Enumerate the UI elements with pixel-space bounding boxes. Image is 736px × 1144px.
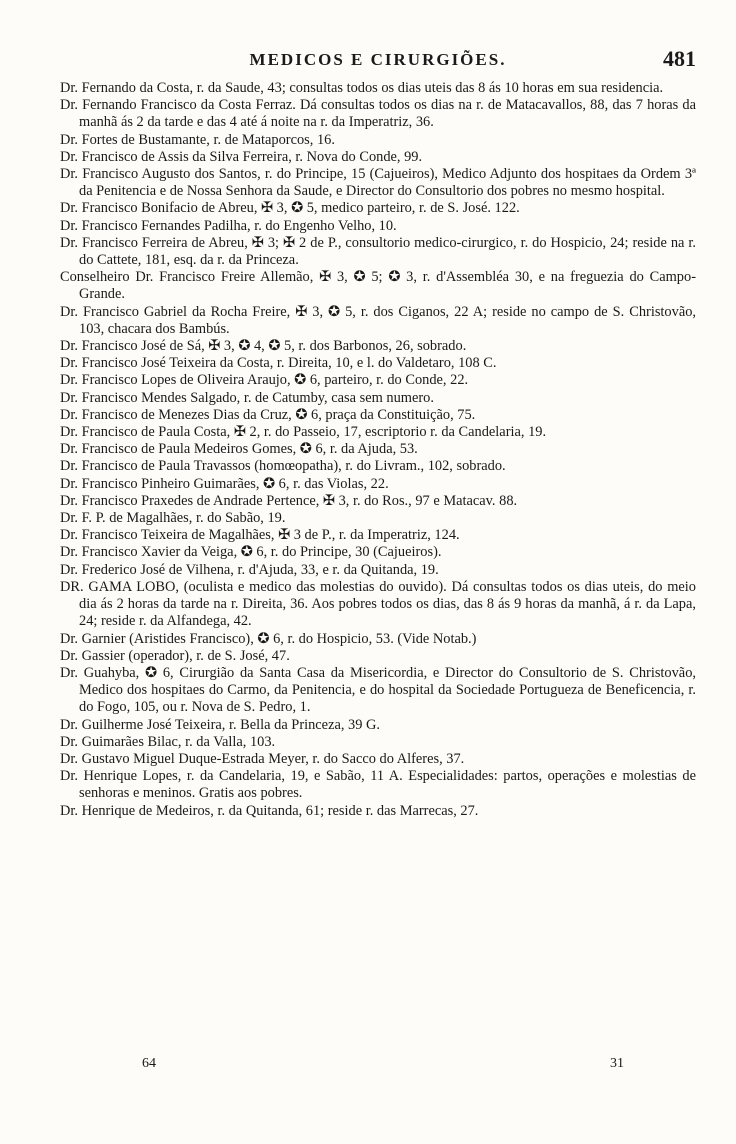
directory-entry: Dr. Francisco Augusto dos Santos, r. do Principe, 15 (Cajueiros), Medico Adjunto dos hospitaes da Ordem 3ª da Penitencia e de Nossa Senhora da Saude, e Director do Consultorio dos pobres no mesmo hospital. <box>60 166 696 200</box>
page-number: 481 <box>663 46 696 71</box>
directory-entry: Dr. Francisco Bonifacio de Abreu, ✠ 3, ✪ 5, medico parteiro, r. de S. José. 122. <box>60 200 520 217</box>
directory-entry: Dr. Francisco Fernandes Padilha, r. do Engenho Velho, 10. <box>60 217 397 234</box>
directory-entry: Dr. Francisco de Menezes Dias da Cruz, ✪ 6, praça da Constituição, 75. <box>60 406 476 423</box>
directory-entry: Dr. Guahyba, ✪ 6, Cirurgião da Santa Casa da Misericordia, e Director do Consultorio de S. Christovão, Medico dos hospitaes do Carmo, da Penitencia, e do hospital da Sociedade Portugueza de Beneficencia, r. do Fogo, 105, ou r. Nova de S. Pedro, 1. <box>60 664 696 716</box>
directory-entry: Conselheiro Dr. Francisco Freire Allemão, ✠ 3, ✪ 5; ✪ 3, r. d'Assembléa 30, e na freguezia do Campo-Grande. <box>60 269 696 303</box>
directory-entry: Dr. Francisco de Paula Medeiros Gomes, ✪ 6, r. da Ajuda, 53. <box>60 441 418 458</box>
page-header <box>60 44 696 80</box>
directory-entry: Dr. Francisco de Assis da Silva Ferreira, r. Nova do Conde, 99. <box>60 148 423 165</box>
directory-entry: Dr. Gassier (operador), r. de S. José, 47. <box>60 647 290 664</box>
directory-entry: Dr. Francisco Xavier da Veiga, ✪ 6, r. do Principe, 30 (Cajueiros). <box>60 544 442 561</box>
directory-entry: Dr. Francisco José de Sá, ✠ 3, ✪ 4, ✪ 5, r. dos Barbonos, 26, sobrado. <box>60 338 467 355</box>
directory-entry: Dr. Frederico José de Vilhena, r. d'Ajuda, 33, e r. da Quitanda, 19. <box>60 561 439 578</box>
directory-entry: Dr. Guilherme José Teixeira, r. Bella da Princeza, 39 G. <box>60 716 381 733</box>
directory-entry: Dr. Francisco Pinheiro Guimarães, ✪ 6, r. das Violas, 22. <box>60 475 389 492</box>
directory-entries <box>60 80 696 820</box>
directory-entry: Dr. Francisco Mendes Salgado, r. de Catumby, casa sem numero. <box>60 389 434 406</box>
printer-signature-right: 31 <box>610 1056 624 1071</box>
directory-entry: Dr. Henrique de Medeiros, r. da Quitanda, 61; reside r. das Marrecas, 27. <box>60 802 479 819</box>
directory-entry: Dr. Henrique Lopes, r. da Candelaria, 19, e Sabão, 11 A. Especialidades: partos, operações e molestias de senhoras e meninos. Gratis aos pobres. <box>60 768 696 802</box>
printer-signature-left: 64 <box>142 1056 156 1071</box>
directory-entry: Dr. Francisco Praxedes de Andrade Pertence, ✠ 3, r. do Ros., 97 e Matacav. 88. <box>60 492 518 509</box>
directory-entry: Dr. Francisco de Paula Costa, ✠ 2, r. do Passeio, 17, escriptorio r. da Candelaria, 19. <box>60 424 547 441</box>
directory-entry: Dr. Fernando Francisco da Costa Ferraz. Dá consultas todos os dias na r. de Matacavallos, 88, das 7 horas da manhã ás 2 da tarde e das 4 até á noite na r. da Imperatriz, 36. <box>60 97 696 131</box>
directory-entry: Dr. Gustavo Miguel Duque-Estrada Meyer, r. do Sacco do Alferes, 37. <box>60 750 465 767</box>
page-footer <box>0 1056 736 1076</box>
directory-entry: Dr. Fortes de Bustamante, r. de Mataporcos, 16. <box>60 131 335 148</box>
directory-entry: Dr. Fernando da Costa, r. da Saude, 43; consultas todos os dias uteis das 8 ás 10 horas em sua residencia. <box>60 80 664 96</box>
directory-entry: Dr. Francisco Gabriel da Rocha Freire, ✠ 3, ✪ 5, r. dos Ciganos, 22 A; reside no campo de S. Christovão, 103, chacara dos Bambús. <box>60 303 696 337</box>
directory-entry: Dr. Francisco Teixeira de Magalhães, ✠ 3 de P., r. da Imperatriz, 124. <box>60 527 460 544</box>
directory-entry: Dr. Francisco Lopes de Oliveira Araujo, ✪ 6, parteiro, r. do Conde, 22. <box>60 372 469 389</box>
running-title: MEDICOS E CIRURGIÕES. <box>249 50 507 69</box>
directory-entry: Dr. Francisco José Teixeira da Costa, r. Direita, 10, e l. do Valdetaro, 108 C. <box>60 355 497 372</box>
directory-entry: Dr. Garnier (Aristides Francisco), ✪ 6, r. do Hospicio, 53. (Vide Notab.) <box>60 630 477 647</box>
directory-entry: DR. GAMA LOBO, (oculista e medico das molestias do ouvido). Dá consultas todos os dias uteis, do meio dia ás 2 horas da tarde na r. Direita, 36. Aos pobres todos os dias, das 8 ás 9 horas da manhã, á r. da Lapa, 24; reside r. da Alfandega, 42. <box>60 578 696 630</box>
directory-entry: Dr. Guimarães Bilac, r. da Valla, 103. <box>60 733 276 750</box>
directory-entry: Dr. F. P. de Magalhães, r. do Sabão, 19. <box>60 510 286 527</box>
directory-entry: Dr. Francisco de Paula Travassos (homœopatha), r. do Livram., 102, sobrado. <box>60 458 506 475</box>
directory-entry: Dr. Francisco Ferreira de Abreu, ✠ 3; ✠ 2 de P., consultorio medico-cirurgico, r. do Hospicio, 24; reside na r. do Cattete, 181, esq. da r. da Princeza. <box>60 234 696 269</box>
